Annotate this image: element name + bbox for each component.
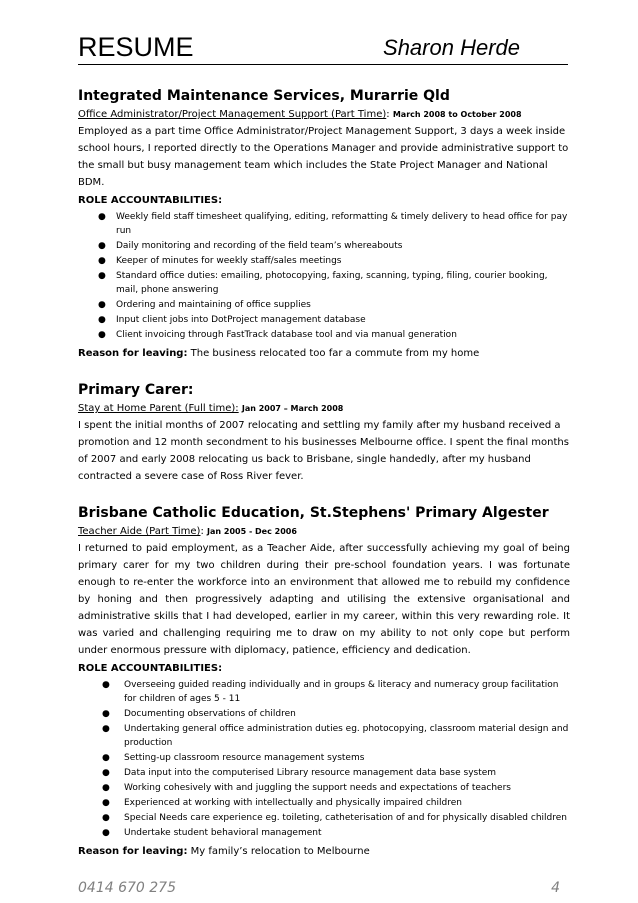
role-line: Teacher Aide (Part Time): Jan 2005 - Dec 2006	[78, 526, 297, 537]
list-item: ● Experienced at working with intellectually and physically impaired children	[102, 798, 462, 808]
job-section	[78, 503, 570, 860]
list-item: ● Undertake student behavioral management	[102, 828, 322, 838]
role-dates: Jan 2007 – March 2008	[241, 404, 344, 413]
bullet-icon: ●	[98, 315, 106, 325]
resume-content	[78, 86, 570, 860]
bullet-icon: ●	[102, 798, 110, 808]
company-heading: Integrated Maintenance Services, Murarrie Qld	[78, 88, 450, 104]
job-description: I returned to paid employment, as a Teacher Aide, after successfully achieving my goal of being primary carer for my two children during their pre-school foundation years. I was fortunate enough to re-enter the workforce into an environment that allowed me to rebuild my confidence by honing and then progressively adapting and utilising the extensive organisational and administrative skills that I had developed, earlier in my career, within this very rewarding role. It was varied and challenging requiring me to draw on my ability to not only cope but perform under enormous pressure with diplomacy, patience, efficiency and dedication.	[78, 543, 570, 656]
list-item: ● Special Needs care experience eg. toileting, catheterisation of and for physically disabled children	[102, 813, 567, 823]
list-item: ● Setting-up classroom resource management systems	[102, 753, 365, 763]
bullet-icon: ●	[102, 753, 110, 763]
reason-label: Reason for leaving:	[78, 846, 188, 857]
accountabilities-list	[78, 678, 570, 840]
bullet-icon: ●	[98, 241, 106, 251]
bullet-icon: ●	[102, 768, 110, 778]
company-heading: Primary Carer:	[78, 382, 194, 398]
list-item: ● Undertaking general office administration duties eg. photocopying, classroom material design and production	[102, 724, 569, 748]
list-item: ● Standard office duties: emailing, photocopying, faxing, scanning, typing, filing, courier booking, mail, phone answering	[98, 271, 548, 295]
job-section	[78, 380, 570, 485]
accountabilities-label: ROLE ACCOUNTABILITIES:	[78, 663, 223, 674]
reason-for-leaving	[78, 843, 570, 860]
role-line	[78, 400, 570, 417]
bullet-icon: ●	[102, 828, 110, 838]
role-dates: Jan 2005 - Dec 2006	[207, 527, 297, 536]
accountabilities-label: ROLE ACCOUNTABILITIES:	[78, 195, 223, 206]
role-title: Office Administrator/Project Management Support (Part Time)	[78, 109, 387, 120]
bullet-icon: ●	[98, 256, 106, 266]
job-description: Employed as a part time Office Administrator/Project Management Support, 3 days a week inside school hours, I reported directly to the Operations Manager and provide administrative support to the small but busy management team which includes the State Project Manager and National BDM.	[78, 126, 569, 188]
reason-text: The business relocated too far a commute from my home	[190, 348, 480, 359]
bullet-icon: ●	[98, 271, 106, 281]
role-line: Office Administrator/Project Management Support (Part Time): March 2008 to October 2008	[78, 109, 522, 120]
job-description: I spent the initial months of 2007 relocating and settling my family after my husband received a promotion and 12 month secondment to his businesses Melbourne office. I spent the final months of 2007 and early 2008 relocating us back to Brisbane, single handedly, after my husband contracted a severe case of Ross River fever.	[78, 420, 569, 482]
bullet-icon: ●	[98, 330, 106, 340]
phone-number: 0414 670 275	[78, 880, 176, 896]
bullet-icon: ●	[102, 680, 110, 690]
bullet-icon: ●	[102, 783, 110, 793]
reason-label: Reason for leaving:	[78, 348, 188, 359]
resume-title: RESUME	[78, 32, 194, 62]
reason-for-leaving	[78, 345, 570, 362]
list-item: ● Data input into the computerised Library resource management data base system	[102, 768, 497, 778]
page-footer	[78, 880, 568, 900]
list-item: ● Overseeing guided reading individually and in groups & literacy and numeracy group facilitation for children of ages 5 - 11	[102, 680, 559, 704]
bullet-icon: ●	[102, 724, 110, 734]
list-item: ● Input client jobs into DotProject management database	[98, 315, 366, 325]
list-item: ● Documenting observations of children	[102, 709, 296, 719]
bullet-icon: ●	[102, 813, 110, 823]
bullet-icon: ●	[98, 212, 106, 222]
accountabilities-list	[78, 210, 570, 342]
role-dates: March 2008 to October 2008	[392, 110, 522, 119]
job-section	[78, 86, 570, 362]
list-item: ● Daily monitoring and recording of the field team’s whereabouts	[98, 241, 403, 251]
page-header	[78, 30, 568, 65]
bullet-icon: ●	[98, 300, 106, 310]
bullet-icon: ●	[102, 709, 110, 719]
list-item: ● Client invoicing through FastTrack database tool and via manual generation	[98, 330, 457, 340]
role-title: Stay at Home Parent (Full time):	[78, 403, 239, 414]
role-title: Teacher Aide (Part Time)	[78, 526, 201, 537]
page-number: 4	[551, 880, 560, 896]
list-item: ● Working cohesively with and juggling the support needs and expectations of teachers	[102, 783, 511, 793]
company-heading: Brisbane Catholic Education, St.Stephens' Primary Algester	[78, 505, 549, 521]
reason-text: My family’s relocation to Melbourne	[190, 846, 370, 857]
list-item: ● Ordering and maintaining of office supplies	[98, 300, 311, 310]
candidate-name: Sharon Herde	[383, 35, 520, 60]
list-item: ● Weekly field staff timesheet qualifying, editing, reformatting & timely delivery to head office for pay run	[98, 212, 568, 236]
list-item: ● Keeper of minutes for weekly staff/sales meetings	[98, 256, 342, 266]
